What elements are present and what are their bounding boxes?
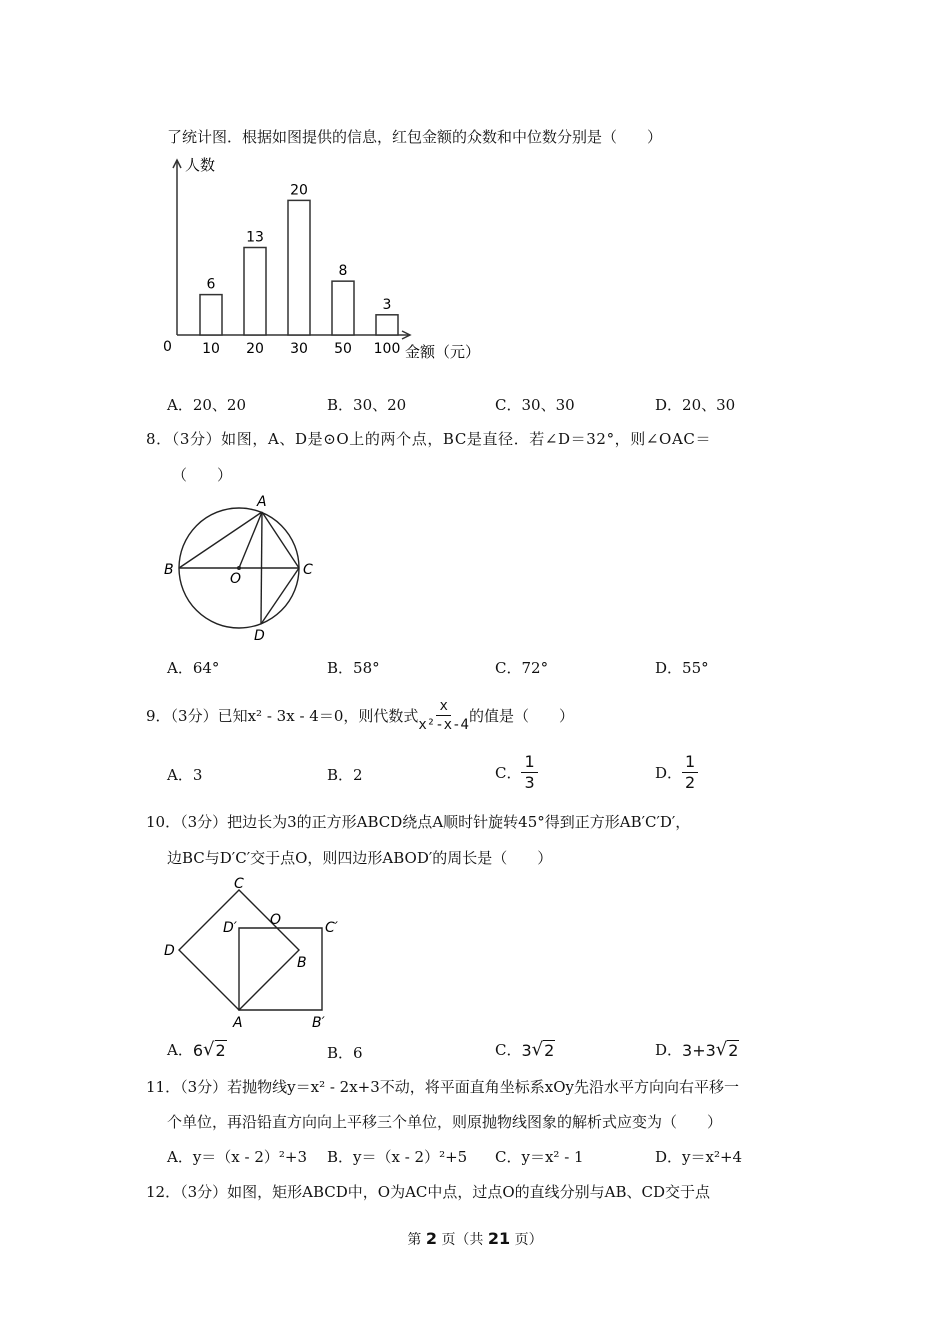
- q7-option-c[interactable]: C．30、30: [495, 396, 575, 414]
- y-axis-label: 人数: [185, 156, 216, 174]
- q9-frac-den: x²-x-4: [418, 716, 469, 733]
- q9-frac-num: x: [436, 699, 450, 716]
- bar-chart: [155, 150, 495, 365]
- origin-label: 0: [163, 339, 172, 355]
- q10-option-a-prefix: A．: [167, 1041, 193, 1059]
- label-b: B: [164, 562, 174, 578]
- q12-line1: 12．（3分）如图，矩形ABCD中，O为AC中点，过点O的直线分别与AB、CD交于点: [146, 1183, 711, 1201]
- q9-option-a[interactable]: A．3: [167, 766, 203, 784]
- q9-num: 9．（3分）已知: [146, 706, 248, 725]
- q10-option-a-coef: 6: [192, 1041, 204, 1060]
- q10-option-a-rad: 2: [215, 1041, 226, 1060]
- q10-option-c-prefix: C．: [495, 1041, 522, 1059]
- q9-fraction: [418, 699, 469, 732]
- bar-value-label: 20: [290, 182, 308, 199]
- footer-total-pages: 21: [487, 1229, 511, 1248]
- q11-option-b[interactable]: B．y＝（x - 2）²+5: [327, 1148, 468, 1166]
- label-c: C: [303, 562, 313, 578]
- bar: [200, 295, 222, 335]
- bar-value-label: 6: [206, 276, 216, 293]
- label-d-prime: D′: [223, 920, 237, 936]
- label-a: A: [257, 494, 267, 510]
- x-tick-label: 50: [334, 341, 352, 357]
- label-o: O: [230, 571, 242, 587]
- bar: [376, 315, 398, 335]
- q8-option-c[interactable]: C．72°: [495, 659, 549, 677]
- q10-option-a[interactable]: [167, 1039, 227, 1060]
- label-b: B: [297, 955, 307, 971]
- q9-option-c-prefix: C．: [495, 763, 522, 782]
- q11-option-c[interactable]: C．y＝x² - 1: [495, 1148, 584, 1166]
- q10-option-d-prefix: D．: [655, 1041, 683, 1059]
- q8-text: 8．（3分）如图，A、D是⊙O上的两个点，BC是直径．若∠D＝32°，则∠OAC＝: [146, 430, 712, 448]
- q10-option-a-value: 6 √ 2: [192, 1039, 226, 1060]
- q7-option-a[interactable]: A．20、20: [167, 396, 247, 414]
- label-b-prime: B′: [312, 1015, 325, 1031]
- x-axis-label: 金额（元）: [405, 343, 481, 361]
- q10-option-c-value: 3 √ 2: [521, 1039, 555, 1060]
- square-rotation-diagram: [160, 872, 350, 1037]
- q11-option-d[interactable]: D．y＝x²+4: [655, 1148, 743, 1166]
- footer-page-number: 2: [425, 1229, 437, 1248]
- q10-option-c[interactable]: [495, 1039, 555, 1060]
- q9-option-c[interactable]: [495, 752, 538, 792]
- q11-option-a[interactable]: A．y＝（x - 2）²+3: [167, 1148, 308, 1166]
- q11-line1: 11．（3分）若抛物线y＝x² - 2x+3不动，将平面直角坐标系xOy先沿水平方向向右平移一: [146, 1078, 740, 1096]
- footer-mid: 页（共: [441, 1232, 484, 1248]
- q9-option-c-den: 3: [524, 772, 535, 792]
- label-c: C: [234, 876, 244, 892]
- q11-line2: 个单位，再沿铅直方向向上平移三个单位，则原抛物线图象的解析式应变为（ ）: [167, 1113, 723, 1131]
- q10-option-d-rad: 2: [728, 1041, 739, 1060]
- label-o: O: [270, 912, 282, 928]
- q9-option-d-num: 1: [682, 754, 698, 773]
- q10-option-c-coef: 3: [521, 1041, 532, 1060]
- q8-option-d[interactable]: D．55°: [655, 659, 709, 677]
- q10-line1: 10．（3分）把边长为3的正方形ABCD绕点A顺时针旋转45°得到正方形AB′C′D′，: [146, 813, 691, 831]
- page-footer: [0, 1229, 950, 1249]
- q10-line2: 边BC与D′C′交于点O，则四边形ABOD′的周长是（ ）: [167, 849, 553, 867]
- bar: [244, 248, 266, 336]
- x-tick-label: 30: [290, 341, 308, 357]
- footer-pre: 第: [407, 1232, 422, 1248]
- bar: [288, 200, 310, 335]
- x-tick-label: 10: [202, 341, 220, 357]
- label-d: D: [164, 943, 175, 959]
- q9-option-d-prefix: D．: [655, 763, 683, 782]
- label-d: D: [254, 628, 265, 644]
- q7-option-d[interactable]: D．20、30: [655, 396, 736, 414]
- x-tick-label: 100: [373, 341, 401, 357]
- circle-diagram: [160, 490, 330, 645]
- q9-option-c-frac: [521, 751, 537, 792]
- bar-value-label: 13: [246, 229, 264, 246]
- label-c-prime: C′: [325, 920, 338, 936]
- q9-text: [146, 693, 574, 737]
- label-a: A: [233, 1015, 243, 1031]
- q9-option-d-frac: [682, 751, 698, 792]
- q9-option-b[interactable]: B．2: [327, 766, 363, 784]
- q10-option-c-rad: 2: [544, 1041, 555, 1060]
- q9-option-d-den: 2: [685, 772, 696, 792]
- q10-option-d-coef: 3+3: [682, 1041, 716, 1060]
- bar-value-label: 8: [338, 263, 348, 280]
- bar: [332, 281, 354, 335]
- q9-option-c-num: 1: [521, 754, 537, 773]
- footer-post: 页）: [514, 1232, 543, 1248]
- q9-option-d[interactable]: [655, 752, 698, 792]
- q10-option-d[interactable]: [655, 1039, 739, 1060]
- q9-tail: 的值是（ ）: [468, 706, 574, 725]
- bar-value-label: 3: [382, 296, 392, 313]
- q10-option-b[interactable]: B．6: [327, 1044, 363, 1062]
- q7-option-b[interactable]: B．30、20: [327, 396, 407, 414]
- q9-cond: x² - 3x - 4＝0，则代数式: [247, 706, 419, 725]
- q7-intro: 了统计图．根据如图提供的信息，红包金额的众数和中位数分别是（ ）: [167, 128, 663, 146]
- q8-option-b[interactable]: B．58°: [327, 659, 380, 677]
- q8-paren: （ ）: [172, 466, 233, 484]
- x-tick-label: 20: [246, 341, 264, 357]
- q8-option-a[interactable]: A．64°: [167, 659, 220, 677]
- q10-option-d-value: 3+3 √ 2: [682, 1039, 739, 1060]
